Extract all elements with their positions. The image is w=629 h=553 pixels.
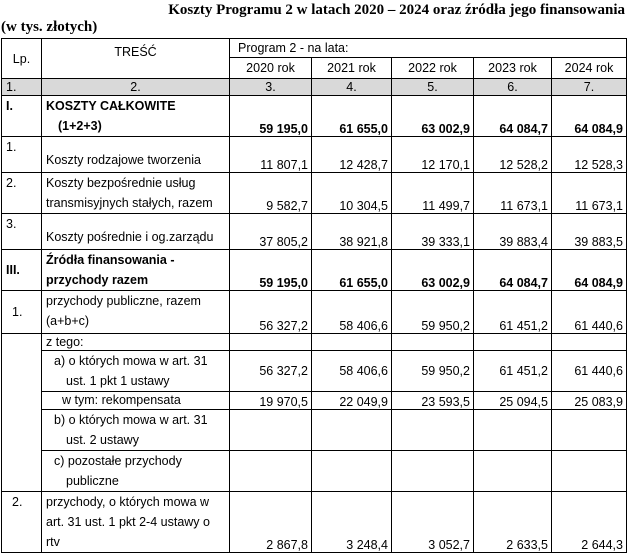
table-row [2,291,627,334]
cell-value [230,334,312,351]
cell-value: 11 673,1 [474,173,552,214]
row-lp [2,351,42,392]
cell-value: 61 451,2 [474,351,552,392]
cell-value: 56 327,2 [230,351,312,392]
cell-value: 22 049,9 [312,392,392,410]
row-label [42,492,230,553]
document-title [0,0,629,38]
cell-value: 12 528,3 [552,137,627,173]
row-label-line: przychody publiczne, razem [46,294,201,308]
cell-value [230,451,312,492]
cell-value [392,451,474,492]
row-label-line: (1+2+3) [58,119,102,133]
col-number: 5. [392,79,474,96]
cell-value: 59 195,0 [230,96,312,137]
cell-value: 64 084,7 [474,96,552,137]
table-row [2,173,627,214]
row-label [42,173,230,214]
table-row [2,214,627,250]
table-row [2,451,627,492]
row-label [42,351,230,392]
cell-value: 58 406,6 [312,351,392,392]
cell-value: 9 582,7 [230,173,312,214]
row-label-line: przychody razem [46,273,149,287]
cell-value [392,334,474,351]
header-year: 2023 rok [474,58,552,79]
header-tresc: TREŚĆ [42,39,230,79]
costs-table [1,38,627,553]
row-lp: I. [2,96,42,137]
row-lp: 1. [2,137,42,173]
cell-value [474,334,552,351]
cell-value: 11 673,1 [552,173,627,214]
cell-value: 64 084,7 [474,250,552,291]
row-label-line: a) o których mowa w art. 31 [54,354,208,368]
row-lp: 2. [2,492,42,553]
cell-value: 39 333,1 [392,214,474,250]
row-label-line: ust. 1 pkt 1 ustawy [66,374,170,388]
cell-value [552,334,627,351]
cell-value [312,451,392,492]
table-row [2,492,627,553]
row-label-line: transmisyjnych stałych, razem [46,196,213,210]
cell-value: 10 304,5 [312,173,392,214]
cell-value [474,410,552,451]
cell-value [552,410,627,451]
row-lp [2,451,42,492]
row-label-line: KOSZTY CAŁKOWITE [46,99,176,113]
cell-value: 39 883,4 [474,214,552,250]
cell-value: 11 807,1 [230,137,312,173]
cell-value: 61 440,6 [552,351,627,392]
cell-value: 58 406,6 [312,291,392,334]
header-lp: Lp. [2,39,42,79]
row-lp: 2. [2,173,42,214]
row-label-line: c) pozostałe przychody [54,454,182,468]
cell-value: 59 950,2 [392,291,474,334]
cell-value: 39 883,5 [552,214,627,250]
col-number: 7. [552,79,627,96]
numbering-row [2,79,627,96]
table-row [2,351,627,392]
cell-value: 61 655,0 [312,96,392,137]
row-lp [2,410,42,451]
cell-value: 63 002,9 [392,96,474,137]
cell-value: 63 002,9 [392,250,474,291]
row-label-line: b) o których mowa w art. 31 [54,413,208,427]
cell-value: 12 170,1 [392,137,474,173]
cell-value [312,334,392,351]
col-number: 6. [474,79,552,96]
cell-value: 37 805,2 [230,214,312,250]
row-lp [2,392,42,410]
row-label [42,451,230,492]
cell-value [392,410,474,451]
cell-value: 11 499,7 [392,173,474,214]
table-row [2,96,627,137]
cell-value [552,451,627,492]
header-row-1 [2,39,627,58]
row-label-line: Koszty bezpośrednie usług [46,176,196,190]
cell-value: 25 083,9 [552,392,627,410]
row-label-line: rtv [46,535,60,549]
row-label [42,334,230,351]
cell-value: 2 644,3 [552,492,627,553]
cell-value: 64 084,9 [552,250,627,291]
row-lp: 3. [2,214,42,250]
cell-value: 23 593,5 [392,392,474,410]
cell-value [230,410,312,451]
table-row [2,137,627,173]
header-year: 2024 rok [552,58,627,79]
cell-value: 64 084,9 [552,96,627,137]
cell-value [474,451,552,492]
table-row [2,334,627,351]
row-label-line: z tego: [46,335,84,349]
cell-value: 61 655,0 [312,250,392,291]
row-label-line: przychody, o których mowa w [46,495,210,509]
row-label [42,137,230,173]
row-label-line: Koszty pośrednie i og.zarządu [46,230,214,244]
row-label-line: Koszty rodzajowe tworzenia [46,153,201,167]
header-program: Program 2 - na lata: [230,39,627,58]
col-number: 3. [230,79,312,96]
row-label-line: ust. 2 ustawy [66,433,139,447]
cell-value: 12 428,7 [312,137,392,173]
row-label [42,392,230,410]
title-line-1: Koszty Programu 2 w latach 2020 – 2024 oraz źródła jego finansowania [168,2,625,18]
header-year: 2022 rok [392,58,474,79]
cell-value: 19 970,5 [230,392,312,410]
table-row [2,392,627,410]
cell-value: 56 327,2 [230,291,312,334]
cell-value: 38 921,8 [312,214,392,250]
header-year: 2020 rok [230,58,312,79]
cell-value: 61 440,6 [552,291,627,334]
row-label-line: (a+b+c) [46,314,90,328]
row-label [42,410,230,451]
cell-value [312,410,392,451]
cell-value: 12 528,2 [474,137,552,173]
row-label-line: publiczne [66,474,119,488]
row-label [42,291,230,334]
table-row [2,250,627,291]
table-row [2,410,627,451]
row-label [42,214,230,250]
header-year: 2021 rok [312,58,392,79]
row-lp [2,334,42,351]
cell-value: 3 052,7 [392,492,474,553]
cell-value: 2 633,5 [474,492,552,553]
cell-value: 3 248,4 [312,492,392,553]
row-label [42,250,230,291]
title-line-2: (w tys. złotych) [1,19,98,35]
col-number: 4. [312,79,392,96]
cell-value: 59 195,0 [230,250,312,291]
cell-value: 25 094,5 [474,392,552,410]
row-label-line: Źródła finansowania - [46,253,175,267]
row-label-line: w tym: rekompensata [62,393,181,407]
col-number: 2. [42,79,230,96]
cell-value: 59 950,2 [392,351,474,392]
row-lp: III. [2,250,42,291]
row-label [42,96,230,137]
row-lp: 1. [2,291,42,334]
col-number: 1. [2,79,42,96]
cell-value: 2 867,8 [230,492,312,553]
row-label-line: art. 31 ust. 1 pkt 2-4 ustawy o [46,515,210,529]
cell-value: 61 451,2 [474,291,552,334]
